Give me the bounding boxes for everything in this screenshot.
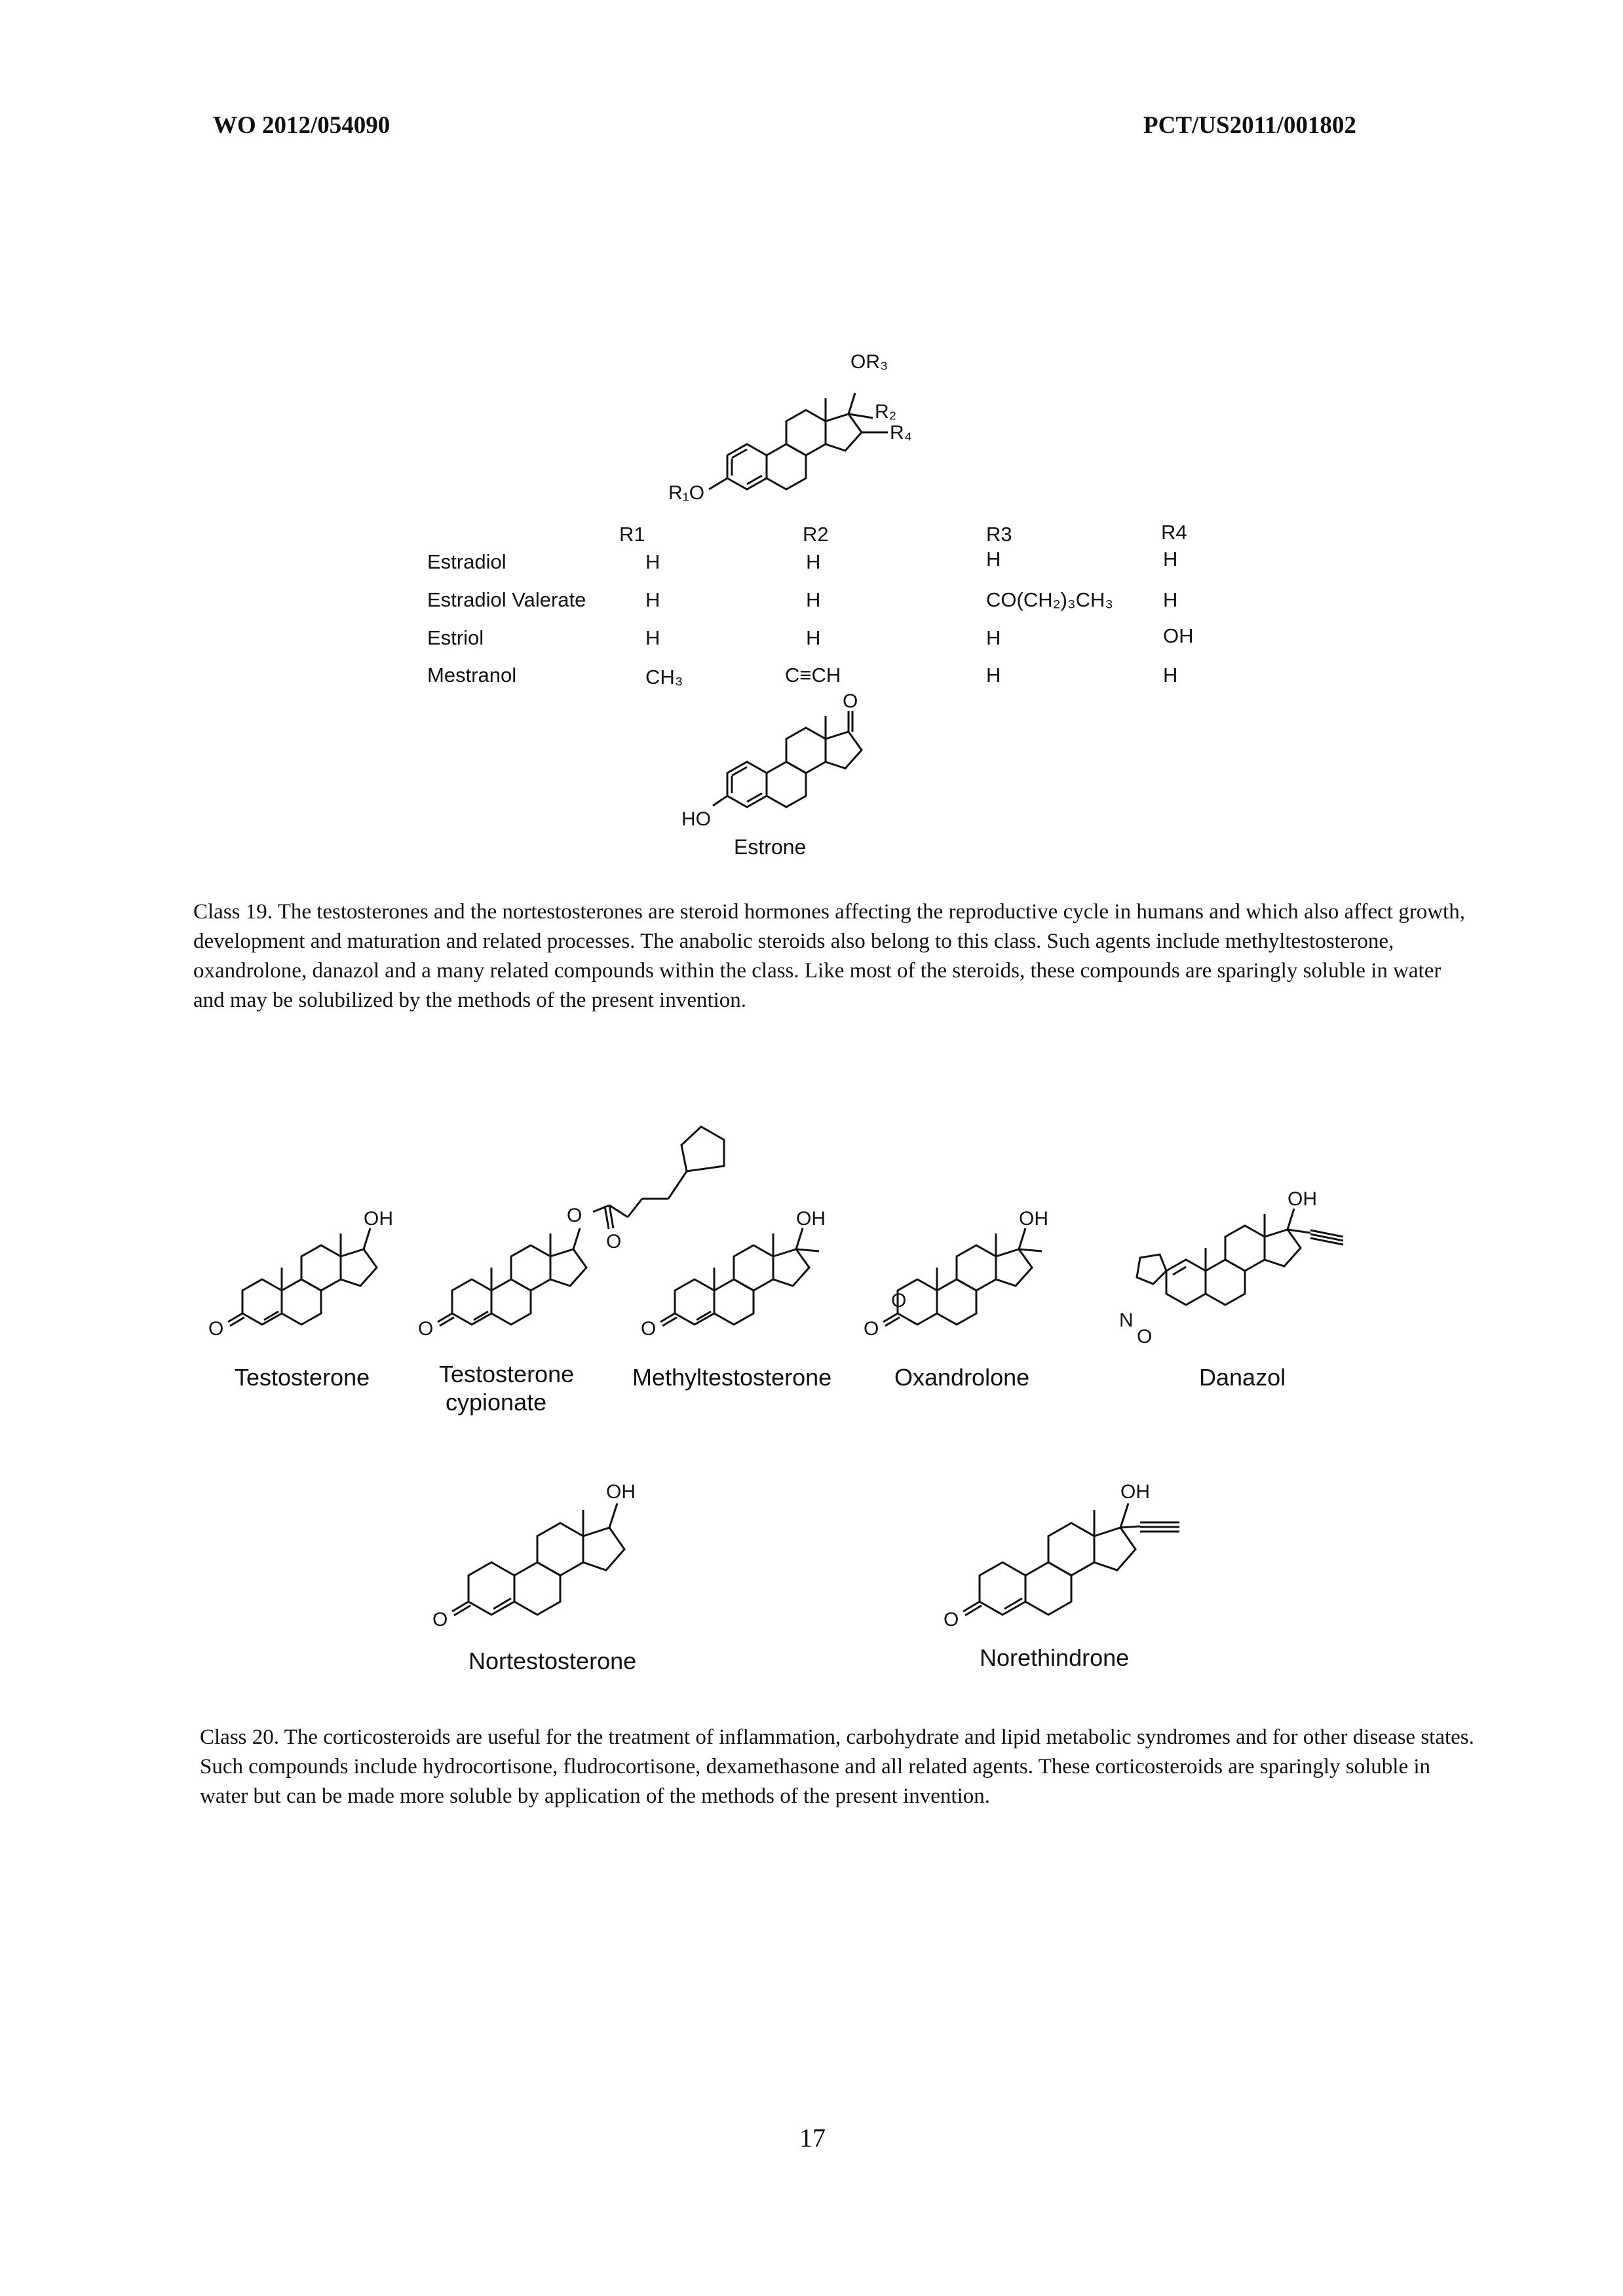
- row-r1: CH₃: [645, 666, 683, 688]
- row-r4: H: [1163, 588, 1178, 611]
- row-r4: H: [1163, 548, 1178, 571]
- oxandrolone-structure: [852, 1173, 1127, 1369]
- cypionate-ester-o: O: [567, 1205, 582, 1226]
- nortestosterone-oh: OH: [606, 1481, 636, 1503]
- row-r1: H: [645, 588, 660, 611]
- row-r3: CO(CH₂)₃CH₃: [986, 588, 1113, 611]
- norethindrone-structure: [917, 1435, 1284, 1664]
- r4-label: R₄: [890, 422, 912, 443]
- danazol-name: Danazol: [1199, 1364, 1286, 1391]
- nortestosterone-structure: [406, 1435, 708, 1664]
- norethindrone-o: O: [944, 1609, 959, 1630]
- row-r4: OH: [1163, 624, 1194, 647]
- estrone-ho: HO: [681, 808, 711, 830]
- oxandrolone-name: Oxandrolone: [894, 1364, 1030, 1391]
- testosterone-oh: OH: [364, 1208, 393, 1230]
- cypionate-carbonyl-o: O: [606, 1231, 622, 1252]
- row-r3: H: [986, 664, 1001, 687]
- methyltestosterone-o: O: [641, 1318, 657, 1340]
- methyltestosterone-oh: OH: [796, 1208, 826, 1230]
- norethindrone-name: Norethindrone: [980, 1644, 1130, 1671]
- testosterone-o: O: [208, 1318, 224, 1340]
- row-name: Estriol: [427, 626, 484, 649]
- row-r3: H: [986, 548, 1001, 571]
- or3-label: OR₃: [850, 351, 888, 373]
- danazol-structure: [1101, 1173, 1442, 1369]
- oxandrolone-o: O: [864, 1318, 879, 1340]
- testosterone-cypionate-name-line2: cypionate: [446, 1389, 547, 1416]
- oxandrolone-ring-o: O: [891, 1290, 907, 1311]
- page-number: 17: [799, 2123, 826, 2153]
- danazol-n: N: [1119, 1309, 1134, 1331]
- col-r4: R4: [1161, 521, 1187, 544]
- class20-paragraph: Class 20. The corticosteroids are useful for the treatment of inflammation, carbohydrate and lipid metabolic syndromes and for other disease states. Such compounds include hydrocortisone, fludrocortisone, dexamethasone and all related agents. These corticosteroids are sparingly soluble in water but can be made more soluble by application of the methods of the present invention.: [200, 1725, 1474, 1808]
- publication-number: WO 2012/054090: [213, 112, 391, 139]
- nortestosterone-o: O: [432, 1609, 448, 1630]
- estrone-o: O: [843, 690, 858, 712]
- norethindrone-oh: OH: [1120, 1481, 1150, 1503]
- estrone-name: Estrone: [734, 835, 807, 859]
- row-r4: H: [1163, 664, 1178, 687]
- class19-paragraph: Class 19. The testosterones and the nortestosterones are steroid hormones affecting the reproductive cycle in humans and which also affect growth, development and maturation and related processes. The anabolic steroids also belong to this class. Such agents include methyltestosterone, oxandrolone, danazol and a many related compounds within the class. Like most of the steroids, these compounds are sparingly soluble in water and may be solubilized by the methods of the present invention.: [193, 900, 1465, 1012]
- danazol-oh: OH: [1288, 1188, 1317, 1210]
- cypionate-ketone-o: O: [418, 1318, 434, 1340]
- danazol-o: O: [1137, 1326, 1153, 1347]
- row-r2: C≡CH: [785, 664, 841, 687]
- application-number: PCT/US2011/001802: [1143, 112, 1356, 139]
- testosterone-name: Testosterone: [235, 1364, 370, 1391]
- estrogen-general-structure: [629, 341, 996, 550]
- col-r1: R1: [619, 523, 645, 546]
- col-r2: R2: [803, 523, 829, 546]
- oxandrolone-oh: OH: [1019, 1208, 1048, 1230]
- row-name: Mestranol: [427, 664, 517, 687]
- r1o-label: R₁O: [668, 482, 705, 504]
- testosterone-cypionate-name-line1: Testosterone: [439, 1361, 575, 1387]
- nortestosterone-name: Nortestosterone: [468, 1647, 637, 1674]
- row-r1: H: [645, 626, 660, 649]
- row-r2: H: [806, 588, 821, 611]
- row-r1: H: [645, 550, 660, 573]
- row-r2: H: [806, 550, 821, 573]
- row-r2: H: [806, 626, 821, 649]
- row-name: Estradiol Valerate: [427, 588, 586, 611]
- methyltestosterone-name: Methyltestosterone: [632, 1364, 832, 1391]
- col-r3: R3: [986, 523, 1012, 546]
- r2-label: R₂: [875, 401, 897, 423]
- row-name: Estradiol: [427, 550, 506, 573]
- row-r3: H: [986, 626, 1001, 649]
